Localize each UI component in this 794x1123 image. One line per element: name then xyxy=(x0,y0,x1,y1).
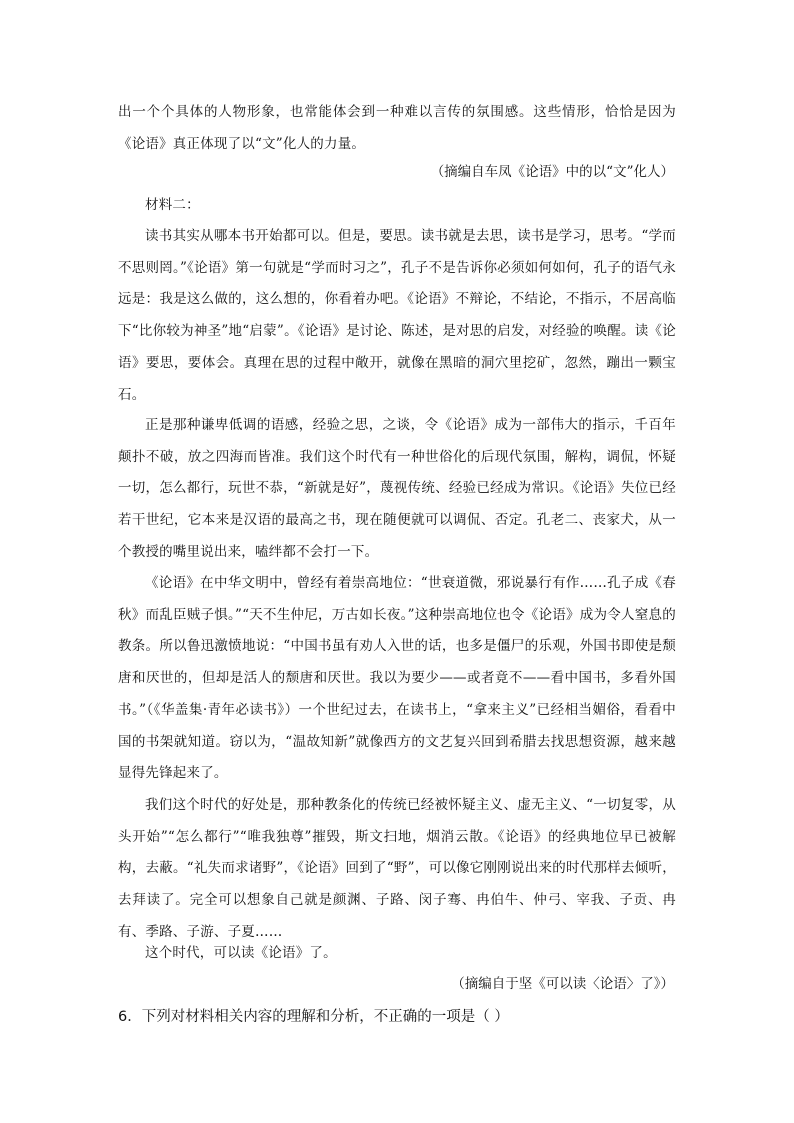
material2-paragraph-3: 《论语》在中华文明中，曾经有着崇高地位：“世衰道微，邪说暴行有作……孔子成《春秋》而乱臣贼子惧。”“天不生仲尼，万古如长夜。”这种崇高地位也令《论语》成为令人窒息的教条。所以鲁迅激愤地说：“中国书虽有劝人入世的话，也多是僵尸的乐观，外国书即使是颓唐和厌世的，但却是活人的颓唐和厌世。我以为要少——或者竟不——看中国书，多看外国书。”（《华盖集·青年必读书》）一个世纪过去，在读书上，“拿来主义”已经相当媚俗，看看中国的书架就知道。窃以为，“温故知新”就像西方的文艺复兴回到希腊去找思想资源，越来越显得先锋起来了。 xyxy=(118,575,676,782)
material1-closing-paragraph: 出一个个具体的人物形象，也常能体会到一种难以言传的氛围感。这些情形，恰恰是因为《论语》真正体现了以“文”化人的力量。 xyxy=(118,104,676,152)
material2-paragraph-1: 读书其实从哪本书开始都可以。但是，要思。读书就是去思，读书是学习，思考。“学而不思则罔。”《论语》第一句就是“学而时习之”，孔子不是告诉你必须如何如何，孔子的语气永远是：我是这么做的，这么想的，你看着办吧。《论语》不辩论，不结论，不指示，不居高临下“比你较为神圣”地“启蒙”。《论语》是讨论、陈述，是对思的启发，对经验的唤醒。读《论语》要思，要体会。真理在思的过程中敞开，就像在黑暗的洞穴里挖矿，忽然，蹦出一颗宝石。 xyxy=(118,228,676,403)
material2-heading: 材料二： xyxy=(145,197,200,213)
material2-source: （摘编自于坚《可以读〈论语〉了》） xyxy=(451,976,674,992)
material2-paragraph-4: 我们这个时代的好处是，那种教条化的传统已经被怀疑主义、虚无主义、“一切复零，从头开始”“怎么都行”“唯我独尊”摧毁，斯文扫地，烟消云散。《论语》的经典地位早已被解构，去蔽。“礼失而求诸野”，《论语》回到了“野”，可以像它刚刚说出来的时代那样去倾听，去拜读了。完全可以想象自己就是颜渊、子路、闵子骞、冉伯牛、仲弓、宰我、子贡、冉有、季路、子游、子夏…… xyxy=(118,797,676,940)
material2-paragraph-2: 正是那种谦卑低调的语感，经验之思，之谈，令《论语》成为一部伟大的指示，千百年颠扑不破，放之四海而皆准。我们这个时代有一种世俗化的后现代氛围，解构，调侃，怀疑一切，怎么都行，玩世不恭，“新就是好”，蔑视传统、经验已经成为常识。《论语》失位已经若干世纪，它本来是汉语的最高之书，现在随便就可以调侃、否定。孔老二、丧家犬，从一个教授的嘴里说出来，嗑绊都不会打一下。 xyxy=(118,417,676,560)
question-6: 6．下列对材料相关内容的理解和分析，不正确的一项是（ ） xyxy=(118,1009,509,1025)
material1-source: （摘编自车凤《论语》中的以“文”化人） xyxy=(430,164,674,180)
material2-paragraph-5: 这个时代，可以读《论语》了。 xyxy=(145,945,337,961)
